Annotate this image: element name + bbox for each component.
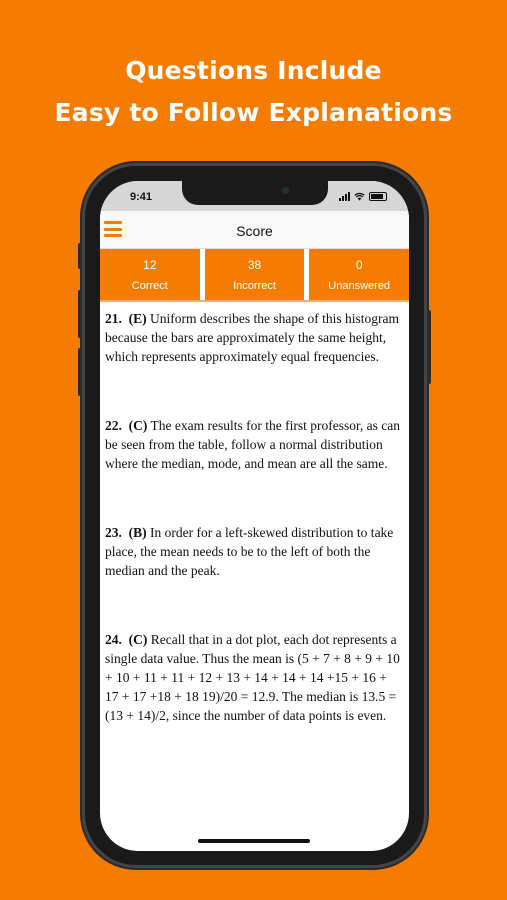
score-correct-label: Correct [131, 279, 168, 292]
list-item [105, 416, 403, 473]
list-item [105, 630, 403, 725]
score-unanswered-label: Unanswered [328, 279, 391, 292]
camera-icon [282, 187, 289, 194]
answer-letter: (C) [128, 418, 148, 433]
status-icons [339, 192, 387, 201]
answer-number: 24. [105, 632, 122, 647]
signal-icon [339, 192, 350, 201]
list-item [105, 523, 403, 580]
answer-letter: (C) [128, 632, 148, 647]
answer-text: The exam results for the first professor, as can be seen from the table, follow a normal distribution where the median, mode, and mean are all the same. [105, 418, 401, 471]
answer-letter: (B) [128, 525, 147, 540]
wifi-icon [354, 192, 365, 201]
answer-text: Recall that in a dot plot, each dot represents a single data value. Thus the mean is (5 + 7 + 8 + 9 + 10 + 10 + 11 + 11 + 12 + 13 + 14 + 14 + 14 +15 + 16 + 17 + 17 +18 + 18 19)/20 = 12.9. The median is 13.5 = (13 + 14)/2, since the number of data points is even. [105, 632, 400, 723]
score-summary [100, 249, 409, 300]
score-unanswered[interactable] [309, 249, 409, 300]
explanations-list[interactable] [105, 309, 403, 849]
score-unanswered-value: 0 [355, 257, 363, 272]
promo-headline-line1: Questions Include [125, 56, 382, 85]
answer-number: 22. [105, 418, 122, 433]
promo-headline-line2: Easy to Follow Explanations [54, 98, 453, 127]
home-indicator[interactable] [198, 839, 310, 843]
list-item [105, 309, 403, 366]
score-incorrect-label: Incorrect [233, 279, 276, 292]
divider [100, 300, 409, 302]
status-time: 9:41 [130, 191, 153, 203]
answer-number: 23. [105, 525, 122, 540]
score-incorrect[interactable] [205, 249, 305, 300]
answer-letter: (E) [128, 311, 147, 326]
score-correct[interactable] [100, 249, 200, 300]
notch [182, 181, 328, 205]
nav-bar [100, 211, 409, 249]
phone-screen [100, 181, 409, 851]
battery-icon [369, 192, 387, 201]
page-title: Score [236, 223, 273, 239]
answer-text: In order for a left-skewed distribution to take place, the mean needs to be to the left of both the median and the peak. [105, 525, 394, 578]
answer-text: Uniform describes the shape of this histogram because the bars are approximately the same height, which represents approximately equal frequencies. [105, 311, 399, 364]
answer-number: 21. [105, 311, 122, 326]
score-correct-value: 12 [143, 257, 157, 272]
score-incorrect-value: 38 [247, 257, 262, 272]
status-bar [100, 181, 409, 211]
